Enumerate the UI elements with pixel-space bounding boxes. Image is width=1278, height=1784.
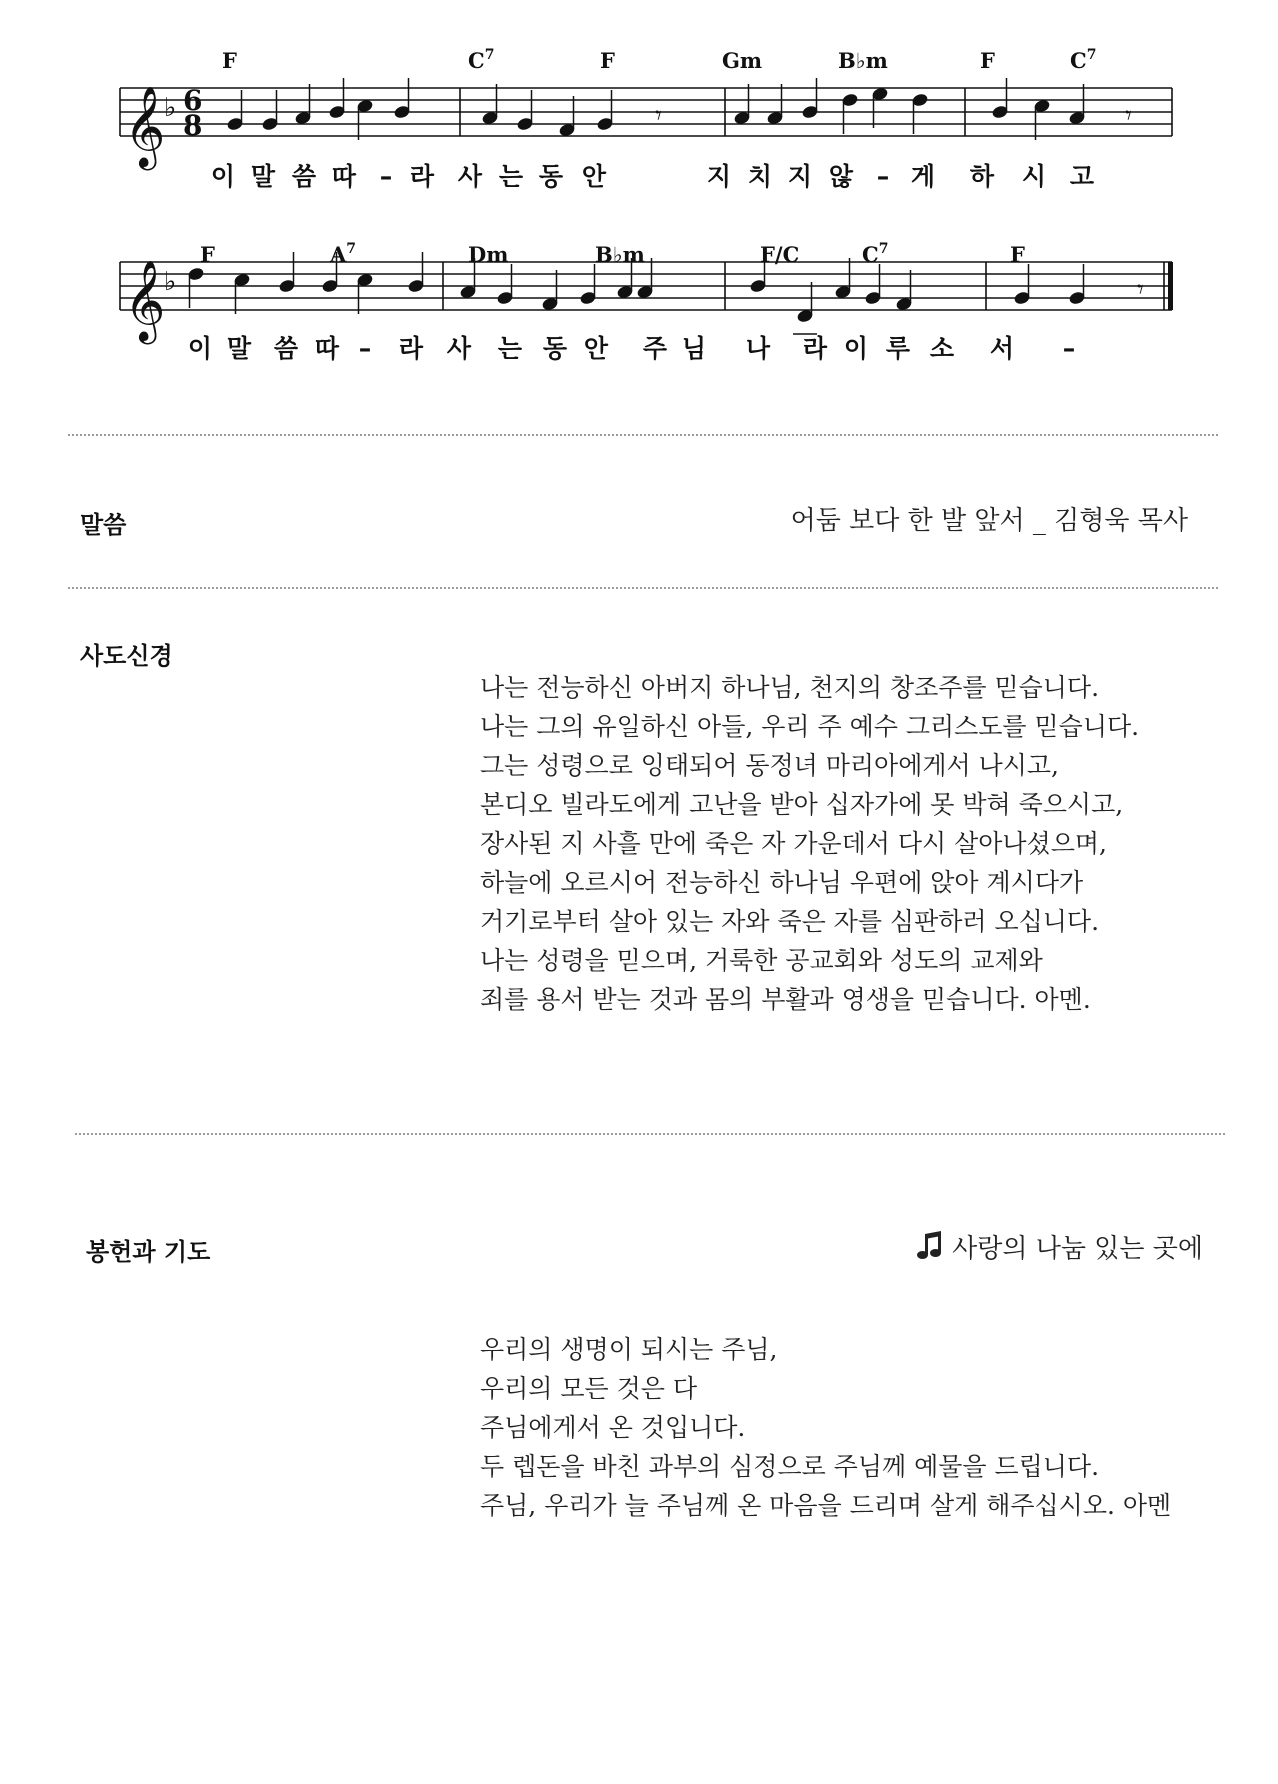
lyric-syllable: 안 (583, 334, 609, 363)
treble-clef: 𝄞 (124, 259, 166, 341)
creed-title: 사도신경 (80, 642, 173, 670)
lyric-syllable: 말 (250, 162, 276, 191)
lyric-syllable: 씀 (273, 334, 299, 363)
lyric-syllable: 라 (409, 162, 435, 191)
chord-symbol: B♭m (838, 48, 888, 73)
eighth-rest: 𝄾 (1137, 275, 1144, 305)
lyric-syllable: 사 (446, 334, 472, 363)
creed-line: 장사된 지 사흘 만에 죽은 자 가운데서 다시 살아나셨으며, (480, 829, 1107, 858)
chord-symbol: F (980, 48, 995, 73)
treble-clef: 𝄞 (124, 85, 166, 167)
creed-line: 본디오 빌라도에게 고난을 받아 십자가에 못 박혀 죽으시고, (480, 790, 1124, 819)
lyric-syllable: 주 (642, 334, 668, 363)
creed-line: 나는 그의 유일하신 아들, 우리 주 예수 그리스도를 믿습니다. (480, 712, 1140, 741)
eighth-rest: 𝄾 (655, 101, 662, 131)
chord-symbol: F (222, 48, 237, 73)
lyric-syllable: 님 (681, 334, 707, 363)
chord-symbol: F (200, 242, 215, 267)
creed-line: 거기로부터 살아 있는 자와 죽은 자를 심판하러 오십니다. (480, 907, 1100, 936)
chord-symbol: Gm (722, 48, 763, 73)
lyric-syllable: – (1062, 334, 1076, 363)
prayer-line: 두 렙돈을 바친 과부의 심정으로 주님께 예물을 드립니다. (480, 1452, 1100, 1481)
lyric-syllable: 지 (706, 162, 732, 191)
lyric-syllable: – (876, 162, 890, 191)
lyric-syllable: 이 (843, 334, 869, 363)
divider (75, 1133, 1225, 1135)
lyric-syllable: 동 (542, 334, 568, 363)
prayer-line: 주님에게서 온 것입니다. (480, 1413, 746, 1442)
prayer-line: 우리의 생명이 되시는 주님, (480, 1335, 778, 1364)
lyric-syllable: – (379, 162, 393, 191)
key-signature-flat: ♭ (164, 267, 177, 297)
lyric-syllable: 이 (187, 334, 213, 363)
creed-line: 죄를 용서 받는 것과 몸의 부활과 영생을 믿습니다. 아멘. (480, 985, 1091, 1014)
lyric-syllable: 지 (787, 162, 813, 191)
lyric-syllable: 따 (314, 334, 340, 363)
lyric-syllable: 게 (910, 162, 936, 191)
lyric-syllable: 루 (885, 334, 911, 363)
eighth-rest: 𝄾 (1125, 101, 1132, 131)
chord-symbol: Dm (468, 242, 509, 267)
lyric-syllable: 시 (1021, 162, 1047, 191)
offering-prayer (480, 1330, 1171, 1525)
prayer-line: 우리의 모든 것은 다 (480, 1374, 698, 1403)
chord-symbol: F/C (760, 242, 800, 267)
chord-superscript: 7 (878, 241, 889, 257)
divider (68, 434, 1218, 436)
lyric-syllable: 는 (497, 334, 523, 363)
sheet-music-svg (0, 0, 1278, 430)
prayer-line: 주님, 우리가 늘 주님께 온 마음을 드리며 살게 해주십시오. 아멘 (480, 1491, 1172, 1520)
time-signature-top: 6 (183, 84, 203, 117)
lyric-syllable: 소 (929, 334, 955, 363)
lyric-syllable: 않 (828, 162, 854, 191)
key-signature-flat: ♭ (164, 93, 177, 123)
chord-symbol: F (1010, 242, 1025, 267)
sheet-music (0, 0, 1278, 430)
chord-superscript: 7 (346, 241, 357, 257)
time-signature-bottom: 8 (183, 109, 203, 142)
lyric-syllable: 사 (457, 162, 483, 191)
lyric-syllable: 서 (989, 334, 1015, 363)
lyric-syllable: 는 (498, 162, 524, 191)
offering-song (916, 1228, 1203, 1265)
chord-superscript: 7 (1086, 47, 1097, 63)
lyric-syllable: 고 (1069, 162, 1095, 191)
creed-text (480, 668, 1139, 1019)
creed-line: 나는 전능하신 아버지 하나님, 천지의 창조주를 믿습니다. (480, 673, 1100, 702)
lyric-syllable: 씀 (291, 162, 317, 191)
chord-symbol: $A^7$ (330, 241, 357, 267)
lyric-syllable: – (358, 334, 372, 363)
sermon-text: 어둠 보다 한 발 앞서 _ 김형욱 목사 (790, 506, 1188, 536)
creed-line: 나는 성령을 믿으며, 거룩한 공교회와 성도의 교제와 (480, 946, 1043, 975)
lyric-syllable: 나 (745, 334, 771, 363)
divider (68, 587, 1218, 589)
lyric-syllable: 동 (538, 162, 564, 191)
chord-symbol: F (600, 48, 615, 73)
creed-line: 하늘에 오르시어 전능하신 하나님 우편에 앉아 계시다가 (480, 868, 1084, 897)
lyric-syllable: 라 (398, 334, 424, 363)
lyric-syllable: 치 (747, 162, 773, 191)
offering-title: 봉헌과 기도 (86, 1238, 211, 1266)
lyric-syllable: 안 (581, 162, 607, 191)
creed-line: 그는 성령으로 잉태되어 동정녀 마리아에게서 나시고, (480, 751, 1059, 780)
chord-symbol: $C^7$ (1070, 47, 1097, 73)
chord-symbol: $C^7$ (862, 241, 889, 267)
chord-superscript: 7 (484, 47, 495, 63)
lyric-syllable: 하 (969, 162, 995, 191)
lyric-syllable: 이 (210, 162, 236, 191)
offering-song-title: 사랑의 나눔 있는 곳에 (952, 1234, 1203, 1264)
final-bar-thick (1168, 262, 1173, 310)
chord-symbol: $C^7$ (468, 47, 495, 73)
music-note-icon (916, 1231, 944, 1261)
lyric-syllable: 따 (331, 162, 357, 191)
lyric-syllable: 말 (226, 334, 252, 363)
lyric-syllable: 라 (802, 334, 828, 363)
chord-symbol: B♭m (595, 242, 645, 267)
sermon-title: 말씀 (80, 511, 127, 539)
